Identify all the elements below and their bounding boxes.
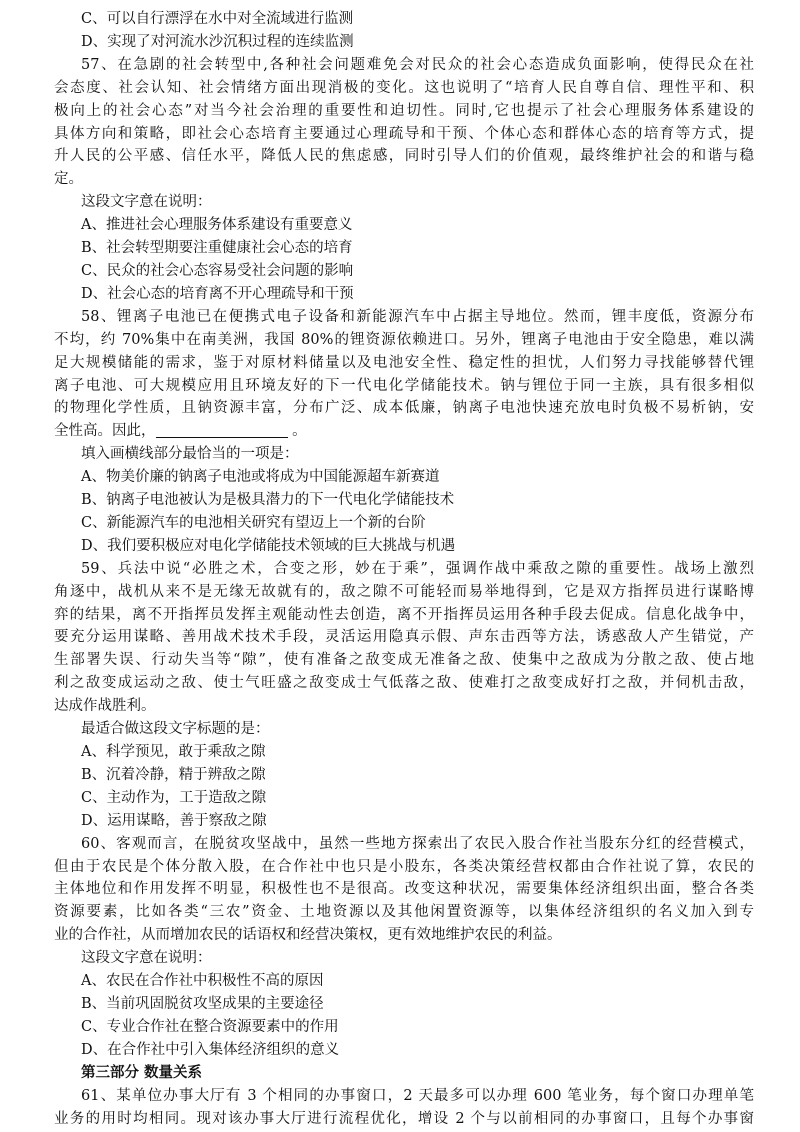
q60-option-d: D、在合作社中引入集体经济组织的意义 (81, 1041, 340, 1058)
q60-text-line: 但由于农民是个体分散入股，在合作社中也只是小股东，各类决策经营权都由合作社说了算，农民的 (54, 858, 754, 875)
q60-prompt: 这段文字意在说明： (81, 950, 212, 967)
q58-text-line: 足大规模储能的需求，鉴于对原材料储量以及电池安全性、稳定性的担忧，人们努力寻找能够替代锂 (54, 354, 754, 371)
q58-text-line: 不均，约 70%集中在南美洲，我国 80%的锂资源依赖进口。另外，锂离子电池由于安全隐患，难以满 (54, 331, 754, 348)
q60-option-a: A、农民在合作社中积极性不高的原因 (81, 973, 324, 990)
q60-option-b: B、当前巩固脱贫攻坚成果的主要途径 (81, 995, 324, 1012)
q57-text-line: 定。 (54, 171, 83, 188)
q59-text-line: 59、兵法中说“必胜之术，合变之形，妙在于乘”，强调作战中乘敌之隙的重要性。战场上激烈 (81, 560, 754, 577)
q60-text-line: 主体地位和作用发挥不明显，积极性也不是很高。改变这种状况，需要集体经济组织出面，整合各类 (54, 881, 754, 898)
q56-option-c: C、可以自行漂浮在水中对全流域进行监测 (81, 11, 354, 27)
q57-text-line: 具体方向和策略，即社会心态培育主要通过心理疏导和干预、个体心态和群体心态的培育等方式，提 (54, 125, 754, 142)
q57-text-line: 57、在急剧的社会转型中,各种社会问题难免会对民众的社会心态造成负面影响，使得民众在社 (81, 56, 754, 73)
q60-option-c: C、专业合作社在整合资源要素中的作用 (81, 1018, 339, 1035)
q57-option-c: C、民众的社会心态容易受社会问题的影响 (81, 262, 354, 279)
q60-text-line: 资源要素，比如各类“三农”资金、土地资源以及其他闲置资源等，以集体经济组织的名义加入到专 (54, 904, 754, 921)
q61-text-line: 61、某单位办事大厅有 3 个相同的办事窗口，2 天最多可以办理 600 笔业务，每个窗口办理单笔 (81, 1087, 754, 1104)
q56-option-d: D、实现了对河流水沙沉积过程的连续监测 (81, 33, 354, 50)
section-title: 第三部分 数量关系 (81, 1064, 203, 1081)
q59-prompt: 最适合做这段文字标题的是： (81, 721, 270, 738)
q58-text-line: 58、锂离子电池已在便携式电子设备和新能源汽车中占据主导地位。然而，锂丰度低，资源分布 (81, 308, 754, 325)
q57-option-a: A、推进社会心理服务体系建设有重要意义 (81, 217, 353, 234)
q58-text-line: 的物理化学性质，且钠资源丰富，分布广泛、成本低廉，钠离子电池快速充放电时负极不易析钠，安 (54, 400, 754, 417)
q59-option-c: C、主动作为，工于造敌之隙 (81, 789, 267, 806)
q59-option-a: A、科学预见，敢于乘敌之隙 (81, 744, 266, 760)
q59-text-line: 达成作战胜利。 (54, 698, 156, 715)
q60-text-line: 业的合作社，从而增加农民的话语权和经营决策权，更有效地维护农民的利益。 (54, 927, 562, 944)
q57-text-line: 极向上的社会心态”对当今社会治理的重要性和迫切性。同时,它也提示了社会心理服务体系建设的 (54, 102, 754, 119)
q57-text-line: 升人民的公平感、信任水平，降低人民的焦虑感，同时引导人们的价值观，最终维护社会的和谐与稳 (54, 148, 754, 165)
q59-text-line: 利之敌变成运动之敌、使士气旺盛之敌变成士气低落之敌、使难打之敌变成好打之敌，并伺机击敌， (54, 675, 754, 692)
q59-text-line: 角逐中，战机从来不是无缘无故就有的，敌之隙不可能轻而易举地得到，它是双方指挥员进行谋略博 (54, 583, 754, 600)
q58-option-a: A、物美价廉的钠离子电池或将成为中国能源超车新赛道 (81, 469, 440, 486)
q58-option-c: C、新能源汽车的电池相关研究有望迈上一个新的台阶 (81, 514, 426, 531)
q58-text-line: 离子电池、可大规模应用且环境友好的下一代电化学储能技术。钠与锂位于同一主族，具有很多相似 (54, 377, 754, 394)
q58-option-b: B、钠离子电池被认为是极具潜力的下一代电化学储能技术 (81, 492, 455, 509)
q59-text-line: 生部署失误、行动失当等“隙”，使有准备之敌变成无准备之敌、使集中之敌成为分散之敌、使占地 (54, 652, 754, 669)
q57-option-d: D、社会心态的培育离不开心理疏导和干预 (81, 285, 354, 302)
q59-text-line: 要充分运用谋略、善用战术技术手段，灵活运用隐真示假、声东击西等方法，诱惑敌人产生错觉，产 (54, 629, 754, 646)
q57-prompt: 这段文字意在说明： (81, 194, 212, 211)
q58-last-line-start: 全性高。因此， (54, 423, 156, 440)
q58-last-line (54, 420, 754, 443)
q58-prompt: 填入画横线部分最恰当的一项是： (81, 446, 299, 463)
q59-option-b: B、沉着冷静，精于辨敌之隙 (81, 766, 266, 783)
q57-option-b: B、社会转型期要注重健康社会心态的培育 (81, 240, 353, 257)
q59-text-line: 弈的结果，离不开指挥员发挥主观能动性去创造，离不开指挥员运用各种手段去促成。信息化战争中， (54, 606, 754, 623)
q57-text-line: 会态度、社会认知、社会情绪方面出现消极的变化。这也说明了“培育人民自尊自信、理性平和、积 (54, 79, 754, 96)
q60-text-line: 60、客观而言，在脱贫攻坚战中，虽然一些地方探索出了农民入股合作社当股东分红的经营模式， (81, 835, 754, 852)
q58-option-d: D、我们要积极应对电化学储能技术领域的巨大挑战与机遇 (81, 537, 456, 554)
fill-in-blank (156, 421, 288, 438)
q58-last-line-end: 。 (292, 423, 307, 440)
q59-option-d: D、运用谋略，善于察敌之隙 (81, 812, 267, 829)
q61-text-line: 业务的用时均相同。现对该办事大厅进行流程优化，增设 2 个与以前相同的办事窗口，且每个办事窗 (54, 1110, 754, 1127)
